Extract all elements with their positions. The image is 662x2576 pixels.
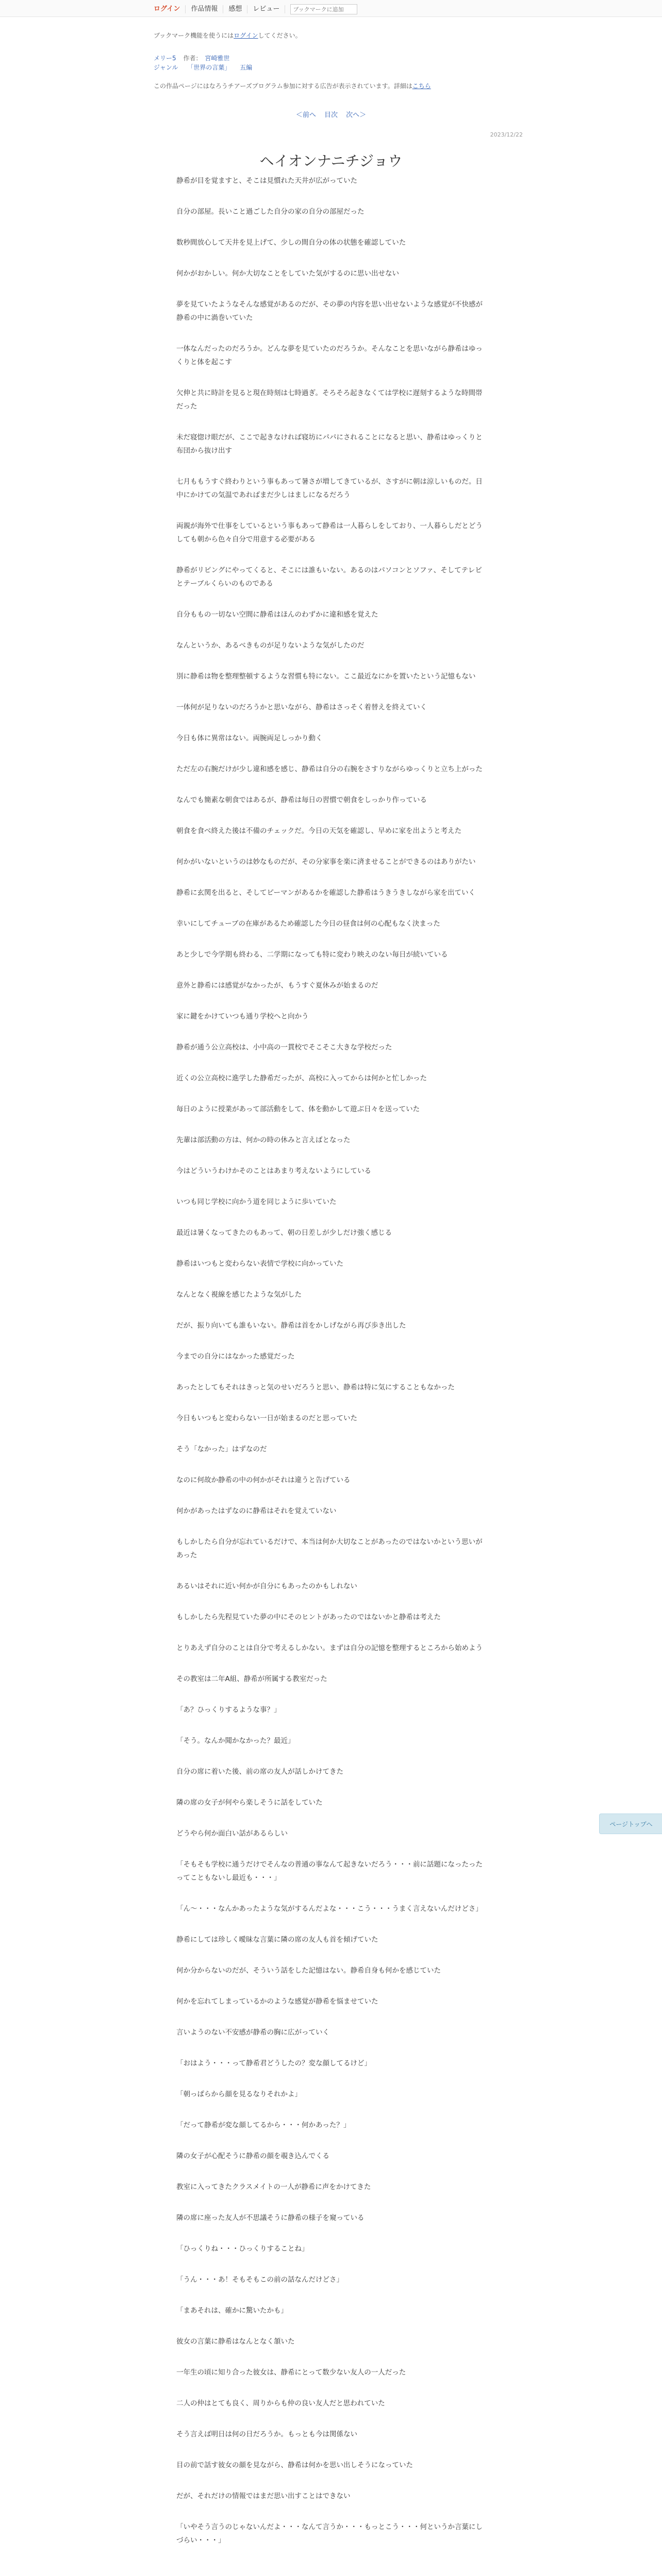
login-notice bbox=[154, 31, 302, 40]
body-paragraph: 一体何が足りないのだろうかと思いながら、静希はさっそく着替えを終えていく bbox=[176, 703, 427, 711]
body-paragraph: 「あ？ひっくりするような事？」 bbox=[176, 1706, 281, 1714]
body-paragraph: 毎日のように授業があって部活動をして、体を動かして遊ぶ日々を送っていた bbox=[176, 1105, 420, 1113]
body-paragraph: 自分ももの一切ない空間に静希はほんのわずかに違和感を覚えた bbox=[176, 611, 378, 619]
body-paragraph: だが、それだけの情報ではまだ思い出すことはできない bbox=[176, 2492, 351, 2500]
series-name[interactable]: メリー5 bbox=[154, 55, 176, 62]
body-paragraph: 最近は暑くなってきたのもあって、朝の日差しが少しだけ強く感じる bbox=[176, 1229, 392, 1237]
body-paragraph: 近くの公立高校に進学した静希だったが、高校に入ってからは何かと忙しかった bbox=[176, 1074, 427, 1082]
body-paragraph: 静希に玄関を出ると、そしてピーマンがあるかを確認した静希はうきうきしながら家を出ていく bbox=[176, 889, 475, 897]
body-paragraph: 意外と静希には感覚がなかったが、もうすぐ夏休みが始まるのだ bbox=[176, 981, 378, 990]
body-paragraph: 「朝っぱらから顔を見るなりそれかよ」 bbox=[176, 2090, 302, 2098]
body-paragraph: 数秒間放心して天井を見上げて、少しの間自分の体の状態を確認していた bbox=[176, 239, 406, 247]
body-paragraph: 静希はいつもと変わらない表情で学校に向かっていた bbox=[176, 1260, 343, 1268]
toc-link[interactable]: 目次 bbox=[324, 111, 338, 119]
body-paragraph: あと少しで今学期も終わる、二学期になっても特に変わり映えのない毎日が続いている bbox=[176, 951, 448, 959]
body-paragraph: 「ん～・・・なんかあったような気がするんだよな・・・こう・・・うまく言えないんだけどさ」 bbox=[176, 1905, 483, 1913]
body-paragraph: 幸いにしてチューブの在庫があるため確認した今日の昼食は何の心配もなく決まった bbox=[176, 920, 440, 928]
body-paragraph: 何か分からないのだが、そういう話をした記憶はない。静希自身も何かを感じていた bbox=[176, 1967, 441, 1975]
body-paragraph: 静希が目を覚ますと、そこは見慣れた天井が広がっていた bbox=[176, 177, 357, 185]
body-paragraph: 言いようのない不安感が静希の胸に広がっていく bbox=[176, 2028, 329, 2037]
body-paragraph: 別に静希は物を整理整頓するような習慣も特にない。ここ最近なにかを置いたという記憶もない bbox=[176, 672, 476, 681]
body-paragraph: 彼女の言葉に静希はなんとなく頷いた bbox=[176, 2337, 295, 2346]
body-paragraph: 「うん・・・あ！そもそもこの前の話なんだけどさ」 bbox=[176, 2276, 343, 2284]
body-paragraph: あるいはそれに近い何かが自分にもあったのかもしれない bbox=[176, 1582, 357, 1590]
header-nav bbox=[154, 4, 357, 14]
chapter-title: ヘイオンナニチジョウ bbox=[259, 152, 403, 170]
author-label: 作者： bbox=[183, 55, 202, 62]
body-paragraph: そう「なかった」はずなのだ bbox=[176, 1445, 267, 1453]
genre-name[interactable]: 「世界の言葉」 bbox=[187, 64, 231, 71]
body-paragraph: 家に鍵をかけていつも通り学校へと向かう bbox=[176, 1012, 309, 1021]
body-paragraph: 一年生の頃に知り合った彼女は、静希にとって数少ない友人の一人だった bbox=[176, 2368, 406, 2377]
pager bbox=[0, 109, 662, 119]
body-paragraph: 未だ寝惚け眼だが、ここで起きなければ寝坊にパパにされることになると思い、静希はゆっくりと布団から抜け出す bbox=[176, 433, 483, 455]
notice-login-link[interactable]: ログイン bbox=[234, 32, 258, 39]
body-paragraph: 今日も体に異常はない。両腕両足しっかり動く bbox=[176, 734, 323, 742]
body-paragraph: 先輩は部活動の方は、何かの時の休みと言えばとなった bbox=[176, 1136, 351, 1144]
body-paragraph: 夢を見ていたようなそんな感覚があるのだが、その夢の内容を思い出せないような感覚が不快感が静希の中に渦巻いていた bbox=[176, 300, 483, 322]
body-paragraph: なんでも簡素な朝食ではあるが、静希は毎日の習慣で朝食をしっかり作っている bbox=[176, 796, 427, 804]
bookmark-input[interactable] bbox=[290, 4, 357, 14]
body-paragraph: 一体なんだったのだろうか。どんな夢を見ていたのだろうか。そんなことを思いながら静希はゆっくりと体を起こす bbox=[176, 345, 483, 366]
body-paragraph: 「そう。なんか聞かなかった？最近」 bbox=[176, 1737, 295, 1745]
body-paragraph: いつも同じ学校に向かう道を同じように歩いていた bbox=[176, 1198, 337, 1206]
body-paragraph: 「そもそも学校に通うだけでそんなの普通の事なんて起きないだろう・・・前に話題になったったってこともないし最近も・・・」 bbox=[176, 1860, 483, 1882]
body-paragraph: 今までの自分にはなかった感覚だった bbox=[176, 1352, 295, 1361]
body-paragraph: 何かがいないというのは妙なものだが、その分家事を楽に済ませることができるのはありがたい bbox=[176, 858, 476, 866]
body-paragraph: 何かがおかしい。何か大切なことをしていた気がするのに思い出せない bbox=[176, 269, 399, 278]
body-paragraph: なのに何故か静希の中の何かがそれは違うと告げている bbox=[176, 1476, 351, 1484]
body-paragraph: 欠伸と共に時計を見ると現在時刻は七時過ぎ。そろそろ起きなくては学校に遅刻するような時間帯だった bbox=[176, 389, 483, 411]
prev-link[interactable]: ＜前へ bbox=[295, 111, 316, 119]
body-paragraph: 七月ももうすぐ終わりという事もあって暑さが増してきているが、さすがに朝は涼しいものだ。日中にかけての気温であればまだ少しはましになるだろう bbox=[176, 478, 483, 499]
body-paragraph: 両親が海外で仕事をしているという事もあって静希は一人暮らしをしており、一人暮らしだとどうしても朝から色々自分で用意する必要がある bbox=[176, 522, 483, 544]
ad-text: この作品ページにはなろうチアーズプログラム参加に対する広告が表示されています。詳細は bbox=[154, 82, 412, 90]
notice-prefix: ブックマーク機能を使うには bbox=[154, 32, 234, 39]
body-paragraph: 何かがあったはずなのに静希はそれを覚えていない bbox=[176, 1507, 337, 1515]
body-paragraph: 隣の女子が心配そうに静希の顔を覗き込んでくる bbox=[176, 2152, 329, 2160]
body-paragraph: 何かを忘れてしまっているかのような感覚が静希を悩ませていた bbox=[176, 1997, 378, 2006]
author-name[interactable]: 宮崎雅世 bbox=[205, 55, 230, 62]
body-paragraph: 隣の席に座った友人が不思議そうに静希の様子を窺っている bbox=[176, 2214, 365, 2222]
body-paragraph: どうやら何か面白い話があるらしい bbox=[176, 1829, 288, 1838]
body-paragraph: 今はどういうわけかそのことはあまり考えないようにしている bbox=[176, 1167, 371, 1175]
novel-body bbox=[176, 174, 486, 2565]
body-paragraph: 今日もいつもと変わらない一日が始まるのだと思っていた bbox=[176, 1414, 357, 1422]
body-paragraph: なんというか、あるべきものが足りないような気がしたのだ bbox=[176, 641, 365, 650]
body-paragraph: 静希が通う公立高校は、小中高の一貫校でそこそこ大きな学校だった bbox=[176, 1043, 392, 1052]
ad-details-link[interactable]: こちら bbox=[412, 82, 431, 90]
page-top-button[interactable]: ページトップへ bbox=[599, 1814, 662, 1834]
body-paragraph: 自分の部屋。長いこと過ごした自分の家の自分の部屋だった bbox=[176, 208, 365, 216]
body-paragraph: 「いやそう言うのじゃないんだよ・・・なんて言うか・・・もっとこう・・・何というか言葉にしづらい・・・」 bbox=[176, 2523, 483, 2545]
genre-label: ジャンル bbox=[154, 64, 178, 71]
body-paragraph: 静希にしては珍しく曖昧な言葉に隣の席の友人も首を傾げていた bbox=[176, 1936, 378, 1944]
ad-notice bbox=[154, 81, 431, 90]
next-link[interactable]: 次へ＞ bbox=[346, 111, 367, 119]
body-paragraph: だが、振り向いても誰もいない。静希は首をかしげながら再び歩き出した bbox=[176, 1321, 406, 1330]
body-paragraph: とりあえず自分のことは自分で考えるしかない。まずは自分の記憶を整理するところから始めよう bbox=[176, 1644, 483, 1652]
notice-suffix: してください。 bbox=[258, 32, 302, 39]
series-info bbox=[154, 54, 235, 62]
body-paragraph: その教室は二年A組、静希が所属する教室だった bbox=[176, 1675, 327, 1683]
body-paragraph: ただ左の右腕だけが少し違和感を感じ、静希は自分の右腕をさすりながらゆっくりと立ち上がった bbox=[176, 765, 483, 773]
post-date: 2023/12/22 bbox=[490, 131, 523, 138]
body-paragraph: 目の前で話す彼女の顔を見ながら、静希は何かを思い出しそうになっていた bbox=[176, 2461, 413, 2469]
body-paragraph: 「おはよう・・・って静希君どうしたの？変な顔してるけど」 bbox=[176, 2059, 371, 2067]
body-paragraph: 自分の席に着いた後、前の席の友人が話しかけてきた bbox=[176, 1768, 343, 1776]
nav-link-impressions[interactable]: 感想 bbox=[223, 5, 247, 13]
login-link[interactable]: ログイン bbox=[154, 5, 186, 13]
nav-link-review[interactable]: レビュー bbox=[247, 5, 285, 13]
body-paragraph: 「まあそれは、確かに驚いたかも」 bbox=[176, 2307, 288, 2315]
genre-info bbox=[154, 63, 259, 72]
body-paragraph: 朝食を食べ終えた後は不備のチェックだ。今日の天気を確認し、早めに家を出ようと考えた bbox=[176, 827, 462, 835]
body-paragraph: 「ひっくりね・・・ひっくりすることね」 bbox=[176, 2245, 309, 2253]
body-paragraph: なんとなく視線を感じたような気がした bbox=[176, 1291, 302, 1299]
body-paragraph: そう言えば明日は何の日だろうか。もっとも今は関係ない bbox=[176, 2430, 357, 2438]
body-paragraph: 「だって静希が変な顔してるから・・・何かあった？」 bbox=[176, 2121, 351, 2129]
body-paragraph: 教室に入ってきたクラスメイトの一人が静希に声をかけてきた bbox=[176, 2183, 371, 2191]
sub-name[interactable]: 五編 bbox=[240, 64, 253, 71]
body-paragraph: 隣の席の女子が何やら楽しそうに話をしていた bbox=[176, 1799, 323, 1807]
body-paragraph: 二人の仲はとても良く、周りからも仲の良い友人だと思われていた bbox=[176, 2399, 385, 2408]
body-paragraph: あったとしてもそれはきっと気のせいだろうと思い、静希は特に気にすることもなかった bbox=[176, 1383, 455, 1392]
body-paragraph: もしかしたら先程見ていた夢の中にそのヒントがあったのではないかと静希は考えた bbox=[176, 1613, 441, 1621]
body-paragraph: 静希がリビングにやってくると、そこには誰もいない。あるのはパソコンとソファ、そしてテレビとテーブルくらいのものである bbox=[176, 566, 482, 588]
header-bar bbox=[0, 0, 662, 17]
body-paragraph: もしかしたら自分が忘れているだけで、本当は何か大切なことがあったのではないかという思いがあった bbox=[176, 1538, 483, 1560]
nav-link-info[interactable]: 作品情報 bbox=[186, 5, 223, 13]
